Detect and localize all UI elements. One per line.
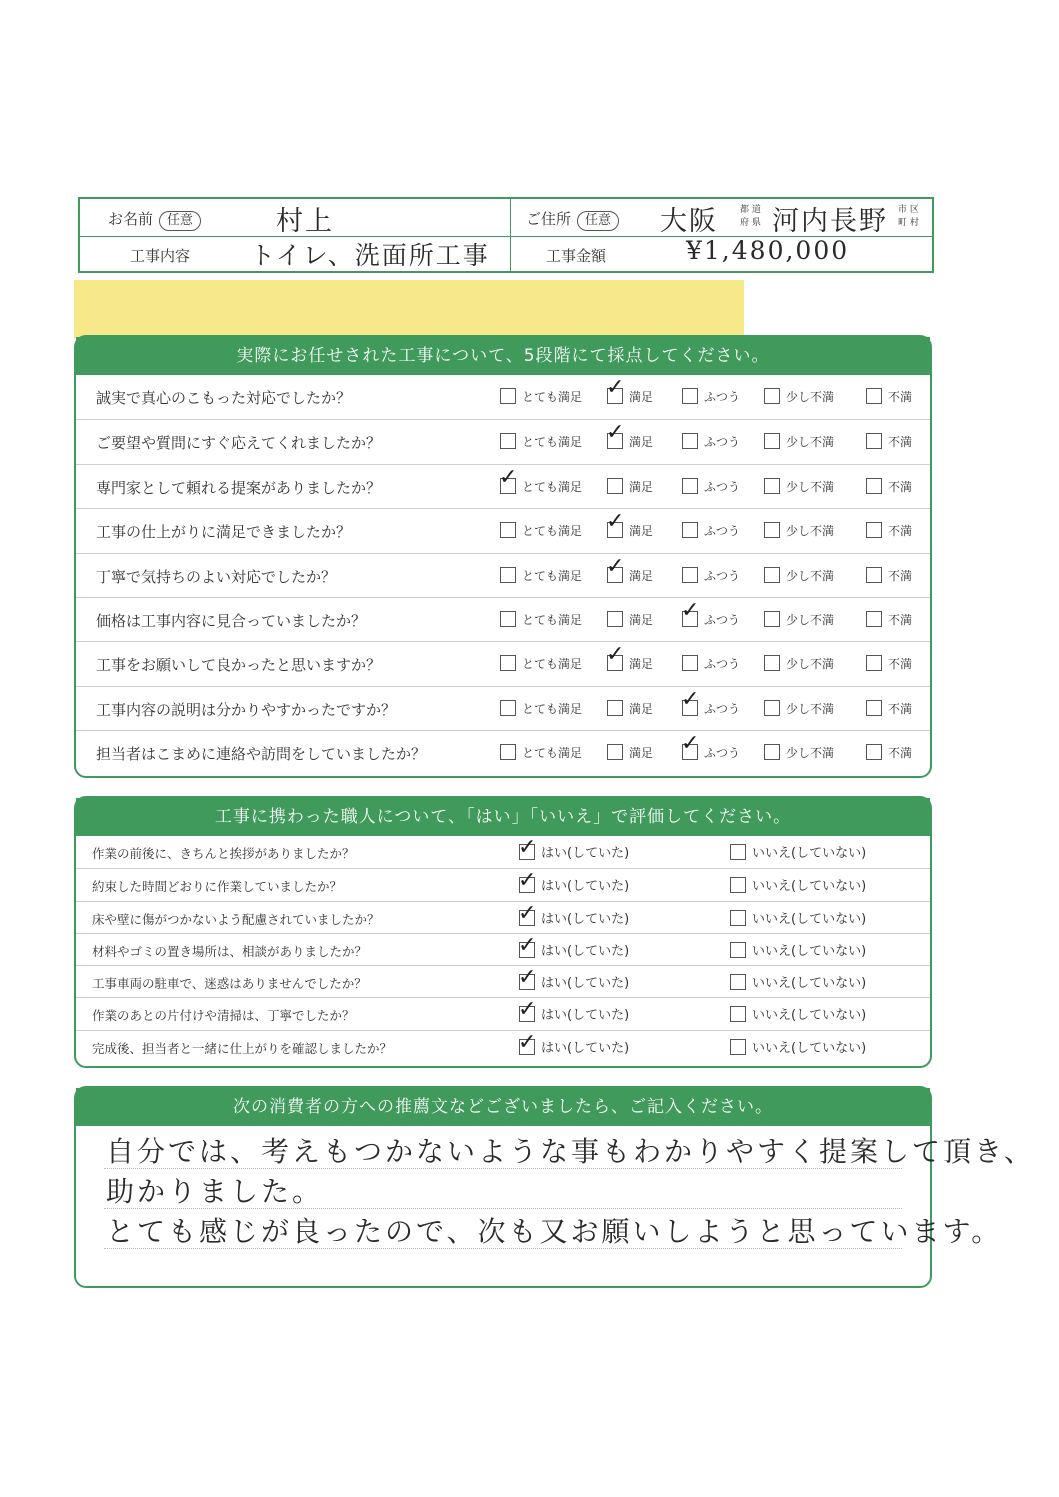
- rating-option[interactable]: [607, 567, 653, 585]
- checkbox[interactable]: [519, 1006, 535, 1022]
- option-label: 満足: [629, 479, 654, 494]
- rating-option[interactable]: [682, 655, 740, 673]
- option-label: ふつう: [704, 746, 741, 761]
- rating-option[interactable]: [682, 567, 740, 585]
- rating-option[interactable]: [764, 478, 834, 496]
- checkbox[interactable]: [682, 744, 698, 760]
- rating-question-row: [76, 464, 930, 508]
- question-text: 完成後、担当者と一緒に仕上がりを確認しましたか？: [92, 1040, 393, 1056]
- option-label: 少し不満: [786, 568, 835, 583]
- option-label: 少し不満: [786, 657, 835, 672]
- rating-option[interactable]: [500, 744, 582, 762]
- option-label: 少し不満: [786, 524, 835, 539]
- option-label: はい(していた): [541, 846, 630, 861]
- option-label: いいえ(していない): [752, 911, 867, 927]
- address-city: 河内長野: [772, 206, 888, 237]
- option-label: いいえ(していない): [752, 879, 867, 895]
- question-text: 担当者はこまめに連絡や訪問をしていましたか？: [96, 745, 427, 764]
- rating-option[interactable]: [500, 611, 582, 629]
- rating-option[interactable]: [682, 433, 740, 451]
- yes-option[interactable]: [519, 940, 629, 959]
- rating-option[interactable]: [764, 567, 834, 585]
- option-label: とても満足: [522, 390, 583, 404]
- rating-option[interactable]: [764, 744, 834, 762]
- option-label: はい(していた): [541, 1008, 630, 1024]
- checkbox[interactable]: [764, 522, 780, 538]
- checkbox[interactable]: [519, 942, 535, 958]
- rating-option[interactable]: [866, 655, 912, 673]
- option-label: ふつう: [704, 568, 741, 583]
- checkbox[interactable]: [764, 655, 780, 671]
- option-label: ふつう: [704, 701, 741, 716]
- checkbox[interactable]: [500, 478, 516, 494]
- craftsman-question-row: [76, 933, 930, 965]
- checkbox[interactable]: [730, 844, 746, 860]
- rating-option[interactable]: [866, 388, 912, 406]
- work-value: トイレ、洗面所工事: [250, 241, 490, 270]
- question-text: 価格は工事内容に見合っていましたか？: [96, 611, 367, 630]
- rating-question-row: [76, 730, 930, 774]
- checkbox[interactable]: [764, 478, 780, 494]
- rating-question-row: [76, 686, 930, 730]
- checkbox[interactable]: [866, 655, 882, 671]
- checkbox[interactable]: [764, 700, 780, 716]
- checkbox[interactable]: [730, 877, 746, 893]
- no-option[interactable]: [730, 940, 866, 959]
- rating-option[interactable]: [500, 388, 582, 406]
- yes-option[interactable]: [519, 908, 629, 927]
- question-text: 約束した時間どおりに作業していましたか？: [92, 879, 343, 895]
- option-label: 満足: [629, 568, 654, 583]
- option-label: 不満: [888, 657, 913, 672]
- option-label: 不満: [888, 479, 913, 494]
- comment-line: とても感じが良ったので、次も又お願いしようと思っています。: [106, 1215, 1003, 1248]
- checkbox[interactable]: [682, 655, 698, 671]
- yes-option[interactable]: [519, 972, 629, 991]
- option-label: とても満足: [522, 612, 583, 627]
- yes-option[interactable]: [519, 875, 629, 894]
- question-text: 材料やゴミの置き場所は、相談がありましたか？: [92, 943, 368, 959]
- rating-panel-title: 実際にお任せされた工事について、5段階にて採点してください。: [76, 337, 930, 375]
- checkbox[interactable]: [519, 974, 535, 990]
- rating-option[interactable]: [607, 700, 653, 718]
- rating-option[interactable]: [607, 433, 653, 451]
- craftsman-panel-title: 工事に携わった職人について、「はい」「いいえ」で評価してください。: [76, 798, 930, 836]
- yes-option[interactable]: [519, 1004, 629, 1023]
- option-label: とても満足: [522, 435, 583, 450]
- checkbox[interactable]: [500, 522, 516, 538]
- craftsman-question-row: [76, 901, 930, 933]
- divider: [510, 199, 511, 236]
- amount-value: ¥1,480,000: [686, 236, 850, 265]
- option-label: 満足: [629, 390, 654, 404]
- checkbox[interactable]: [866, 567, 882, 583]
- checkbox[interactable]: [607, 567, 623, 583]
- option-label: 満足: [629, 435, 654, 450]
- name-value: 村上: [276, 206, 334, 237]
- option-label: いいえ(していない): [752, 976, 867, 992]
- divider: [510, 236, 511, 273]
- checkbox[interactable]: [682, 611, 698, 627]
- customer-info-table: [78, 197, 934, 273]
- option-label: とても満足: [522, 701, 583, 716]
- yes-option[interactable]: [519, 1037, 629, 1056]
- checkbox[interactable]: [730, 974, 746, 990]
- option-label: 少し不満: [786, 701, 835, 716]
- option-label: とても満足: [522, 479, 583, 494]
- rating-option[interactable]: [500, 522, 582, 540]
- rating-option[interactable]: [682, 744, 740, 762]
- rating-option[interactable]: [764, 655, 834, 673]
- option-label: はい(していた): [541, 943, 630, 959]
- rating-option[interactable]: [866, 567, 912, 585]
- rating-option[interactable]: [866, 700, 912, 718]
- craftsman-question-row: [76, 868, 930, 900]
- rating-option[interactable]: [500, 567, 582, 585]
- checkbox[interactable]: [519, 844, 535, 860]
- rating-question-row: [76, 419, 930, 463]
- info-row-work-amount: [80, 236, 932, 273]
- checkbox[interactable]: [764, 611, 780, 627]
- rating-option[interactable]: [500, 655, 582, 673]
- checkbox[interactable]: [764, 433, 780, 449]
- option-label: 不満: [888, 390, 913, 404]
- rating-option[interactable]: [682, 388, 740, 406]
- city-suffix-top: 市 区: [898, 205, 919, 215]
- checkbox[interactable]: [500, 700, 516, 716]
- checkbox[interactable]: [764, 388, 780, 404]
- rating-option[interactable]: [866, 478, 912, 496]
- craftsman-question-row: [76, 965, 930, 997]
- no-option[interactable]: [730, 875, 866, 894]
- option-label: 満足: [629, 701, 654, 716]
- checkbox[interactable]: [607, 478, 623, 494]
- option-label: ふつう: [704, 657, 741, 672]
- comment-line: 自分では、考えもつかないような事もわかりやすく提案して頂き、: [106, 1135, 1035, 1168]
- question-text: 工事の仕上がりに満足できましたか？: [96, 523, 352, 542]
- checkbox[interactable]: [866, 700, 882, 716]
- checkbox[interactable]: [730, 1006, 746, 1022]
- checkbox[interactable]: [607, 655, 623, 671]
- option-label: ふつう: [704, 390, 741, 404]
- craftsman-question-row: [76, 836, 930, 868]
- checkbox[interactable]: [730, 942, 746, 958]
- recommendation-text-area[interactable]: [76, 1126, 1035, 1288]
- option-label: はい(していた): [541, 976, 630, 992]
- rating-option[interactable]: [866, 522, 912, 540]
- option-label: 不満: [888, 701, 913, 716]
- rating-question-row: [76, 553, 930, 597]
- address-prefecture: 大阪: [660, 206, 718, 237]
- checkbox[interactable]: [500, 611, 516, 627]
- rating-question-row: [76, 641, 930, 685]
- option-label: 少し不満: [786, 612, 835, 627]
- option-label: 不満: [888, 435, 913, 450]
- checkbox[interactable]: [730, 910, 746, 926]
- rating-option[interactable]: [682, 700, 740, 718]
- redaction-highlight: [74, 280, 744, 338]
- recommendation-panel: [74, 1086, 1035, 1288]
- checkbox[interactable]: [682, 700, 698, 716]
- pref-suffix-top: 都 道: [740, 205, 761, 215]
- checkbox[interactable]: [607, 388, 623, 404]
- option-label: いいえ(していない): [752, 1040, 867, 1056]
- option-label: 少し不満: [786, 479, 835, 494]
- pref-suffix-bottom: 府 県: [740, 218, 761, 228]
- rating-option[interactable]: [764, 433, 834, 451]
- checkbox[interactable]: [607, 700, 623, 716]
- rating-option[interactable]: [866, 433, 912, 451]
- rating-option[interactable]: [866, 744, 912, 762]
- question-text: 専門家として頼れる提案がありましたか？: [96, 478, 382, 497]
- no-option[interactable]: [730, 908, 866, 927]
- checkbox[interactable]: [500, 567, 516, 583]
- option-label: ふつう: [704, 435, 741, 450]
- name-label: お名前: [108, 210, 154, 228]
- question-text: 工事をお願いして良かったと思いますか？: [96, 656, 382, 675]
- option-label: 満足: [629, 612, 654, 627]
- checkbox[interactable]: [500, 744, 516, 760]
- question-text: 作業の前後に、きちんと挨拶がありましたか？: [92, 846, 355, 861]
- option-label: いいえ(していない): [752, 846, 867, 861]
- option-label: はい(していた): [541, 911, 630, 927]
- rating-question-row: [76, 508, 930, 552]
- option-label: 満足: [629, 524, 654, 539]
- no-option[interactable]: [730, 842, 866, 861]
- question-text: 作業のあとの片付けや清掃は、丁寧でしたか？: [92, 1008, 355, 1024]
- checkbox[interactable]: [519, 1039, 535, 1055]
- checkbox[interactable]: [519, 910, 535, 926]
- checkbox[interactable]: [866, 611, 882, 627]
- checkbox[interactable]: [866, 388, 882, 404]
- checkbox[interactable]: [866, 522, 882, 538]
- checkbox[interactable]: [607, 433, 623, 449]
- city-suffix-bottom: 町 村: [898, 218, 919, 228]
- rating-option[interactable]: [607, 388, 653, 406]
- question-text: 工事内容の説明は分かりやすかったですか？: [96, 700, 397, 719]
- checkbox[interactable]: [682, 478, 698, 494]
- checkbox[interactable]: [500, 655, 516, 671]
- rating-option[interactable]: [500, 478, 582, 496]
- checkbox[interactable]: [519, 877, 535, 893]
- rating-option[interactable]: [607, 655, 653, 673]
- rating-option[interactable]: [682, 478, 740, 496]
- option-label: 不満: [888, 746, 913, 761]
- amount-label: 工事金額: [546, 247, 607, 265]
- info-row-name-address: [80, 199, 932, 237]
- rating-option[interactable]: [764, 522, 834, 540]
- checkbox[interactable]: [500, 388, 516, 404]
- rating-option[interactable]: [764, 611, 834, 629]
- checkbox[interactable]: [607, 611, 623, 627]
- question-text: 丁寧で気持ちのよい対応でしたか？: [96, 567, 337, 586]
- checkbox[interactable]: [500, 433, 516, 449]
- rating-option[interactable]: [500, 433, 582, 451]
- rating-option[interactable]: [866, 611, 912, 629]
- no-option[interactable]: [730, 972, 866, 991]
- address-label-group: [526, 208, 619, 231]
- craftsman-panel: [74, 796, 932, 1068]
- craftsman-question-list: [76, 836, 930, 1062]
- question-text: ご要望や質問にすぐ応えてくれましたか？: [96, 434, 382, 453]
- rating-option[interactable]: [764, 388, 834, 406]
- option-label: いいえ(していない): [752, 943, 867, 959]
- recommendation-panel-title: 次の消費者の方への推薦文などございましたら、ご記入ください。: [76, 1088, 930, 1126]
- option-label: はい(していた): [541, 879, 630, 895]
- no-option[interactable]: [730, 1004, 866, 1023]
- option-label: 少し不満: [786, 746, 835, 761]
- checkbox[interactable]: [682, 567, 698, 583]
- rating-option[interactable]: [607, 744, 653, 762]
- comment-line: 助かりました。: [106, 1175, 324, 1208]
- question-text: 工事車両の駐車で、迷惑はありませんでしたか？: [92, 976, 367, 992]
- option-label: ふつう: [704, 524, 741, 539]
- checkbox[interactable]: [866, 478, 882, 494]
- checkbox[interactable]: [764, 744, 780, 760]
- craftsman-question-row: [76, 1030, 930, 1062]
- rating-option[interactable]: [764, 700, 834, 718]
- option-label: 不満: [888, 524, 913, 539]
- option-label: いいえ(していない): [752, 1008, 867, 1024]
- rating-question-list: [76, 375, 930, 775]
- option-label: 満足: [629, 657, 654, 672]
- rating-option[interactable]: [682, 522, 740, 540]
- rating-option[interactable]: [607, 478, 653, 496]
- work-label: 工事内容: [130, 247, 191, 265]
- checkbox[interactable]: [730, 1039, 746, 1055]
- address-label: ご住所: [526, 210, 572, 228]
- rating-option[interactable]: [607, 611, 653, 629]
- option-label: はい(していた): [541, 1040, 630, 1056]
- option-label: 不満: [888, 568, 913, 583]
- checkbox[interactable]: [682, 522, 698, 538]
- rating-option[interactable]: [607, 522, 653, 540]
- yes-option[interactable]: [519, 842, 629, 861]
- question-text: 誠実で真心のこもった対応でしたか？: [96, 389, 352, 407]
- rating-option[interactable]: [500, 700, 582, 718]
- question-text: 床や壁に傷がつかないよう配慮されていましたか？: [92, 911, 380, 927]
- rating-option[interactable]: [682, 611, 740, 629]
- name-label-group: [108, 208, 201, 231]
- option-label: とても満足: [522, 524, 583, 539]
- checkbox[interactable]: [764, 567, 780, 583]
- option-label: ふつう: [704, 479, 741, 494]
- optional-badge: 任意: [159, 211, 201, 231]
- option-label: とても満足: [522, 568, 583, 583]
- checkbox[interactable]: [682, 388, 698, 404]
- option-label: 少し不満: [786, 390, 835, 404]
- rating-question-row: [76, 375, 930, 419]
- option-label: とても満足: [522, 746, 583, 761]
- rating-panel: [74, 335, 932, 778]
- rating-question-row: [76, 597, 930, 641]
- option-label: とても満足: [522, 657, 583, 672]
- no-option[interactable]: [730, 1037, 866, 1056]
- option-label: 不満: [888, 612, 913, 627]
- checkbox[interactable]: [607, 522, 623, 538]
- checkbox[interactable]: [607, 744, 623, 760]
- option-label: 少し不満: [786, 435, 835, 450]
- craftsman-question-row: [76, 997, 930, 1029]
- checkbox[interactable]: [682, 433, 698, 449]
- option-label: 満足: [629, 746, 654, 761]
- checkbox[interactable]: [866, 744, 882, 760]
- option-label: ふつう: [704, 612, 741, 627]
- optional-badge: 任意: [577, 211, 619, 231]
- checkbox[interactable]: [866, 433, 882, 449]
